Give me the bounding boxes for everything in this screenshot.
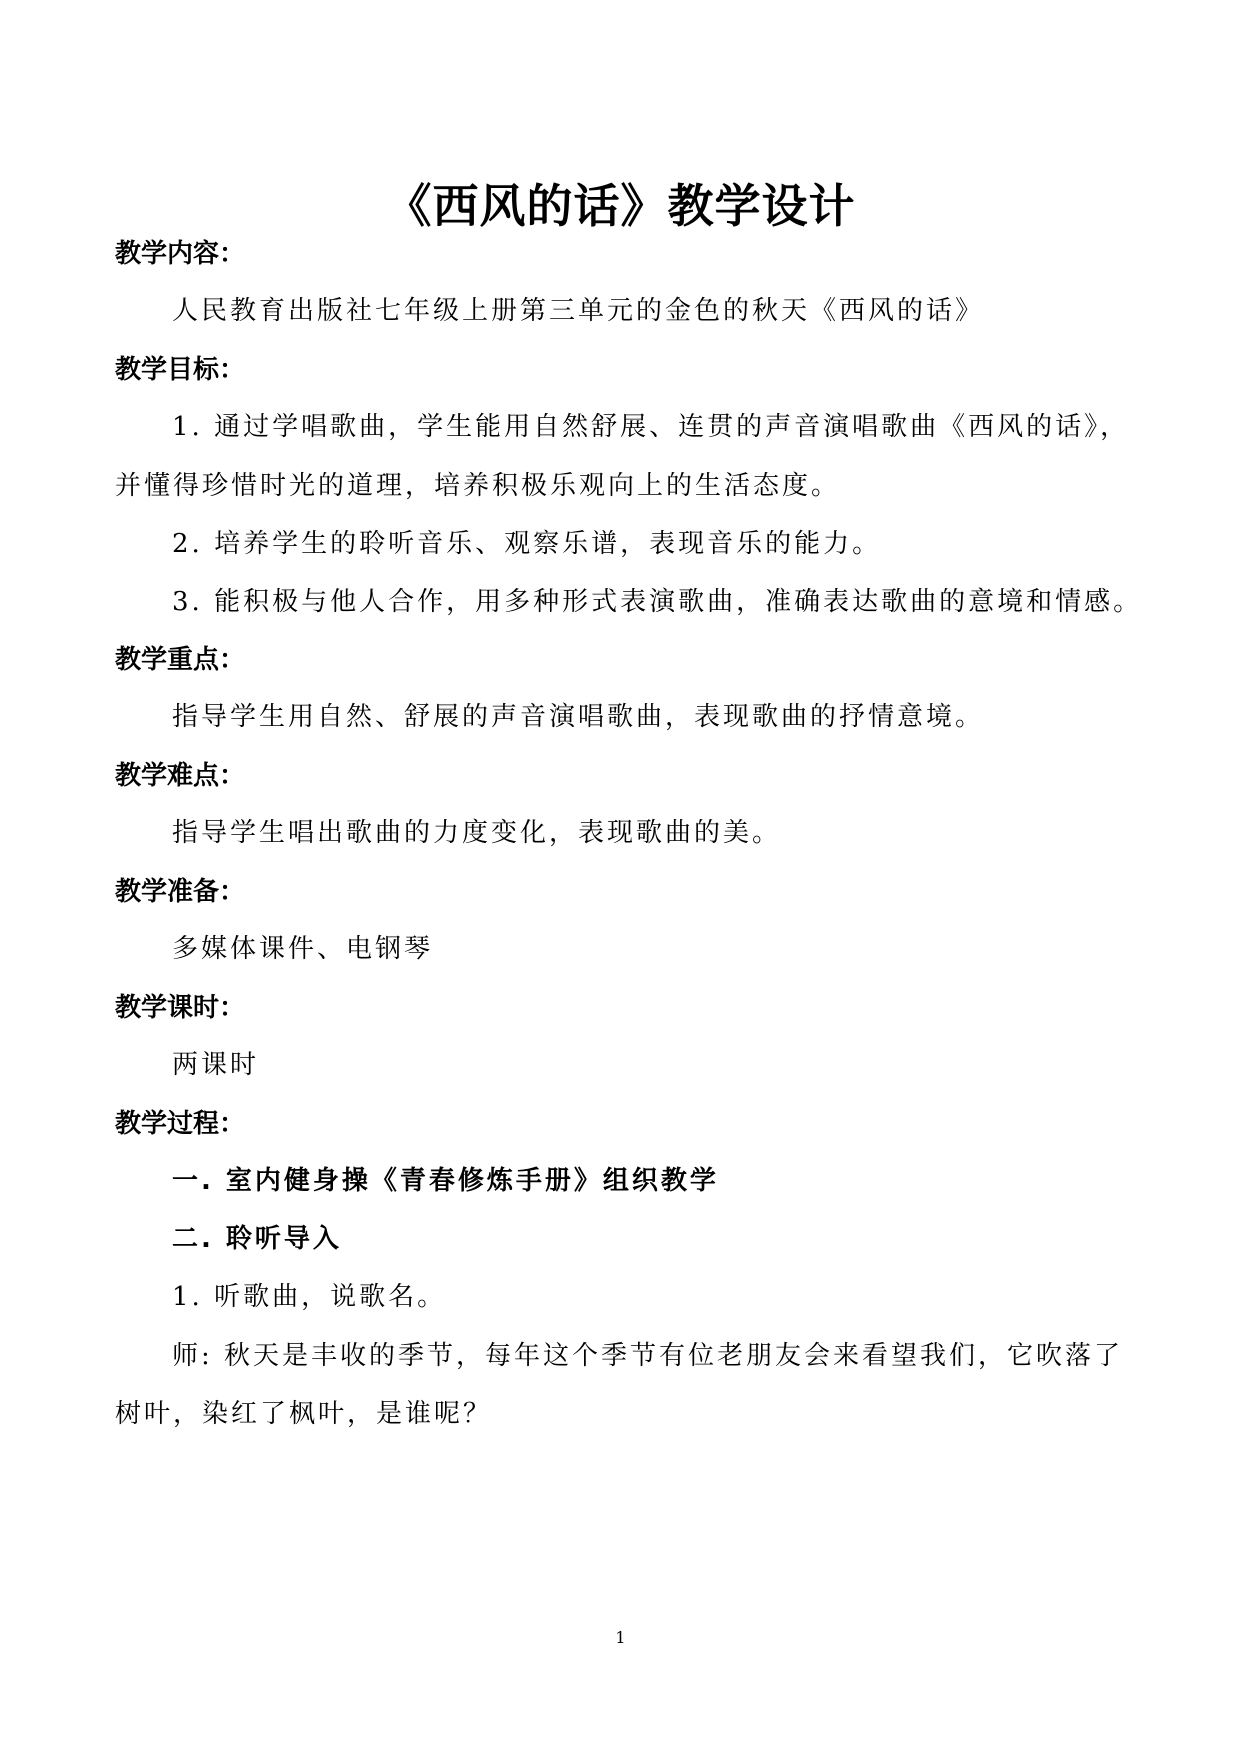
page-number: 1 xyxy=(615,1628,626,1647)
teacher-dialogue-line-2: 树叶，染红了枫叶，是谁呢？ xyxy=(115,1399,493,1429)
goal-1-line-2: 并懂得珍惜时光的道理，培养积极乐观向上的生活态度。 xyxy=(115,471,841,501)
difficulties-text: 指导学生唱出歌曲的力度变化，表现歌曲的美。 xyxy=(172,818,782,848)
heading-difficulties: 教学难点： xyxy=(115,761,246,791)
heading-teaching-goals: 教学目标： xyxy=(115,355,246,385)
key-points-text: 指导学生用自然、舒展的声音演唱歌曲，表现歌曲的抒情意境。 xyxy=(172,702,985,732)
goal-1-line-1: 1. 通过学唱歌曲，学生能用自然舒展、连贯的声音演唱歌曲《西风的话》， xyxy=(172,412,1130,442)
teacher-dialogue-line-1: 师: 秋天是丰收的季节，每年这个季节有位老朋友会来看望我们，它吹落了 xyxy=(172,1341,1124,1371)
class-hours-text: 两课时 xyxy=(172,1050,260,1080)
process-step-2-item-1: 1. 听歌曲，说歌名。 xyxy=(172,1282,447,1312)
process-step-2: 二. 聆听导入 xyxy=(172,1224,342,1254)
document-title: 《西风的话》教学设计 xyxy=(385,179,856,233)
preparation-text: 多媒体课件、电钢琴 xyxy=(172,934,434,964)
teaching-content-text: 人民教育出版社七年级上册第三单元的金色的秋天《西风的话》 xyxy=(172,296,985,326)
heading-preparation: 教学准备： xyxy=(115,877,246,907)
heading-key-points: 教学重点： xyxy=(115,645,246,675)
heading-class-hours: 教学课时： xyxy=(115,993,246,1023)
heading-teaching-content: 教学内容： xyxy=(115,239,246,269)
heading-teaching-process: 教学过程： xyxy=(115,1109,246,1139)
goal-2: 2. 培养学生的聆听音乐、观察乐谱，表现音乐的能力。 xyxy=(172,529,882,559)
process-step-1: 一. 室内健身操《青春修炼手册》组织教学 xyxy=(172,1166,719,1196)
goal-3: 3. 能积极与他人合作，用多种形式表演歌曲，准确表达歌曲的意境和情感。 xyxy=(172,587,1143,617)
